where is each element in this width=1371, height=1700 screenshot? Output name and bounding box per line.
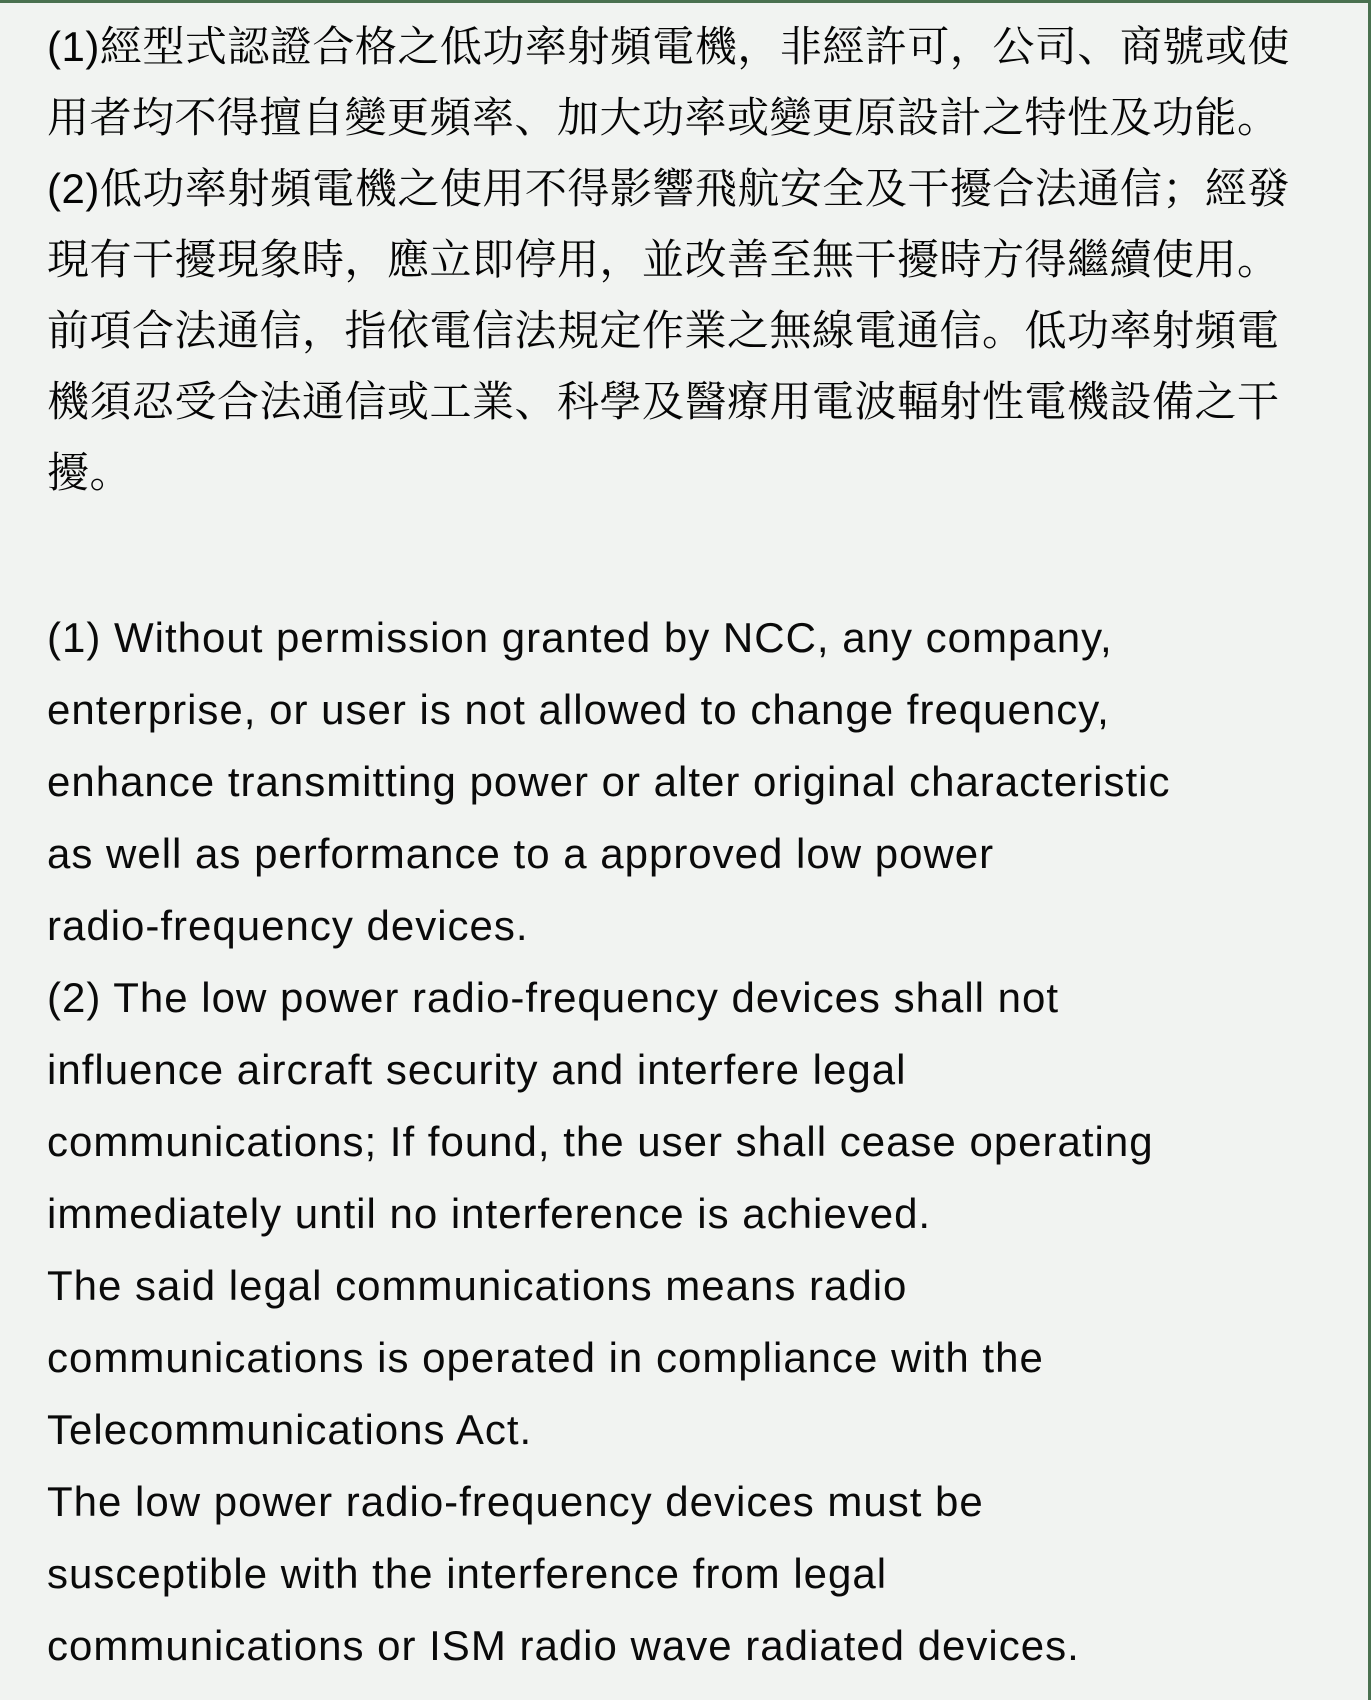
cn-line-1: (1)經型式認證合格之低功率射頻電機，非經許可，公司、商號或使 — [47, 23, 1290, 70]
en-line-8: communications; If found, the user shall cease operating — [47, 1118, 1154, 1165]
en-line-7: influence aircraft security and interfere legal — [47, 1046, 907, 1093]
en-line-11: communications is operated in compliance with the — [47, 1334, 1044, 1381]
en-line-15: communications or ISM radio wave radiated devices. — [47, 1622, 1080, 1669]
en-line-5: radio-frequency devices. — [47, 902, 529, 949]
en-line-6: (2) The low power radio-frequency devices shall not — [47, 974, 1060, 1021]
cn-line-5: 前項合法通信，指依電信法規定作業之無線電通信。低功率射頻電 — [47, 307, 1280, 354]
cn-line-6: 機須忍受合法通信或工業、科學及醫療用電波輻射性電機設備之干 — [47, 378, 1280, 425]
en-line-1: (1) Without permission granted by NCC, any company, — [47, 614, 1113, 661]
english-translation-paragraph — [47, 602, 1351, 1682]
notice-content — [47, 0, 1351, 1682]
en-line-4: as well as performance to a approved low power — [47, 830, 995, 877]
chinese-regulation-paragraph — [47, 0, 1351, 508]
en-line-9: immediately until no interference is achieved. — [47, 1190, 932, 1237]
en-line-10: The said legal communications means radio — [47, 1262, 908, 1309]
cn-line-3: (2)低功率射頻電機之使用不得影響飛航安全及干擾合法通信；經發 — [47, 165, 1290, 212]
en-line-2: enterprise, or user is not allowed to change frequency, — [47, 686, 1110, 733]
cn-line-4: 現有干擾現象時，應立即停用，並改善至無干擾時方得繼續使用。 — [47, 236, 1280, 283]
en-line-13: The low power radio-frequency devices must be — [47, 1478, 984, 1525]
cn-line-2: 用者均不得擅自變更頻率、加大功率或變更原設計之特性及功能。 — [47, 94, 1280, 141]
cn-line-7: 擾。 — [47, 449, 133, 496]
en-line-3: enhance transmitting power or alter original characteristic — [47, 758, 1171, 805]
en-line-14: susceptible with the interference from legal — [47, 1550, 888, 1597]
en-line-12: Telecommunications Act. — [47, 1406, 533, 1453]
